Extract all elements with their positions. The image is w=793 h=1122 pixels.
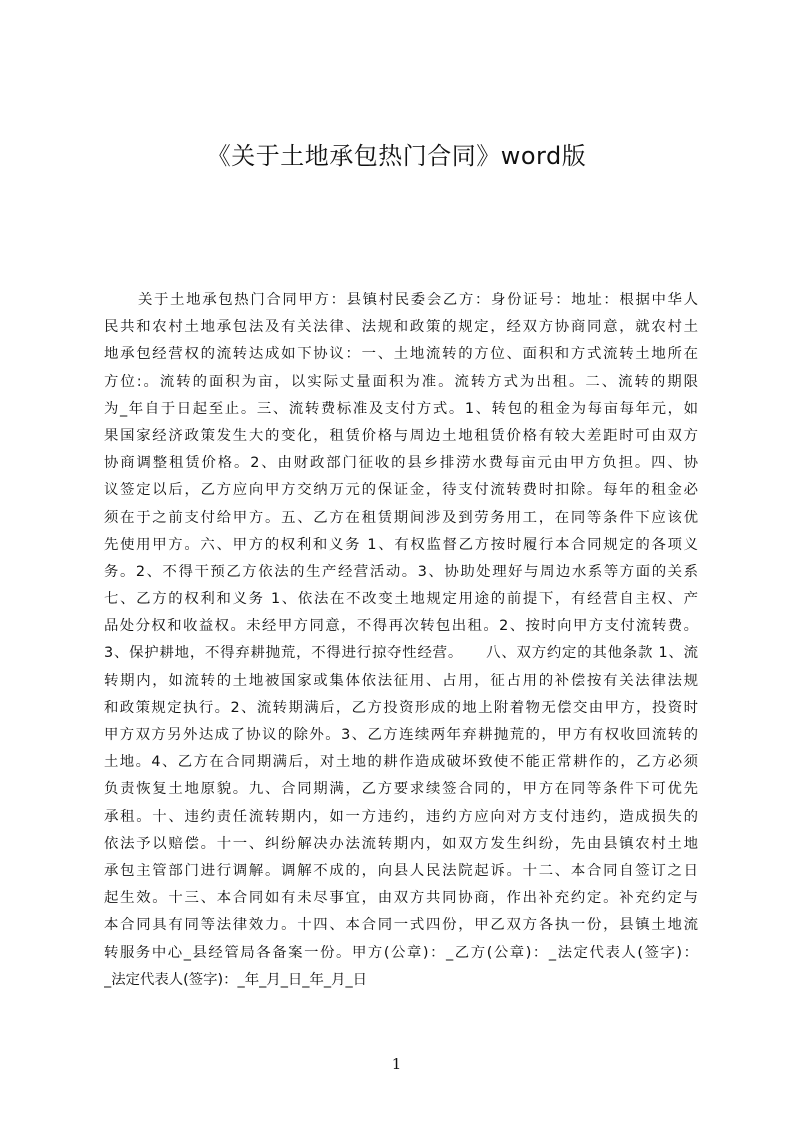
text-line: 方位:。流转的面积为亩，以实际丈量面积为准。流转方式为出租。二、流转的期限: [104, 373, 698, 390]
text-line: 民共和农村土地承包法及有关法律、法规和政策的规定，经双方协商同意，就农村土: [104, 319, 698, 336]
text-line: 地承包经营权的流转达成如下协议：一、土地流转的方位、面积和方式流转土地所在: [104, 346, 698, 363]
text-line: 承包主管部门进行调解。调解不成的，向县人民法院起诉。十二、本合同自签订之日: [104, 862, 698, 879]
text-line: 本合同具有同等法律效力。十四、本合同一式四份，甲乙双方各执一份，县镇土地流: [104, 917, 698, 934]
text-line: 3、保护耕地，不得弃耕抛荒，不得进行掠夺性经营。 八、双方约定的其他条款 1、流: [104, 645, 698, 662]
text-line: 务。2、不得干预乙方依法的生产经营活动。3、协助处理好与周边水系等方面的关系: [104, 563, 698, 580]
text-line: _法定代表人(签字)：_年_月_日_年_月_日: [104, 971, 368, 988]
text-line: 转服务中心_县经管局各备案一份。甲方(公章)：_乙方(公章)：_法定代表人(签字)：: [104, 944, 698, 961]
contract-body: [104, 287, 698, 994]
text-line: 转期内，如流转的土地被国家或集体依法征用、占用，征占用的补偿按有关法律法规: [104, 672, 698, 689]
text-line: 关于土地承包热门合同甲方：县镇村民委会乙方：身份证号：地址：根据中华人: [138, 292, 698, 308]
text-line: 七、乙方的权利和义务 1、依法在不改变土地规定用途的前提下，有经营自主权、产: [104, 591, 698, 608]
page-number: 1: [391, 1055, 402, 1073]
text-line: 先使用甲方。六、甲方的权利和义务 1、有权监督乙方按时履行本合同规定的各项义: [104, 536, 698, 553]
text-line: 承租。十、违约责任流转期内，如一方违约，违约方应向对方支付违约，造成损失的: [104, 808, 698, 825]
text-line: 和政策规定执行。2、流转期满后，乙方投资形成的地上附着物无偿交由甲方，投资时: [104, 699, 698, 716]
text-line: 果国家经济政策发生大的变化，租赁价格与周边土地租赁价格有较大差距时可由双方: [104, 427, 698, 444]
text-line: 起生效。十三、本合同如有未尽事宜，由双方共同协商，作出补充约定。补充约定与: [104, 890, 698, 907]
text-line: 议签定以后，乙方应向甲方交纳万元的保证金，待支付流转费时扣除。每年的租金必: [104, 482, 698, 499]
text-line: 依法予以赔偿。十一、纠纷解决办法流转期内，如双方发生纠纷，先由县镇农村土地: [104, 835, 698, 852]
text-line: 土地。4、乙方在合同期满后，对土地的耕作造成破坏致使不能正常耕作的，乙方必须: [104, 754, 698, 771]
text-line: 为_年自于日起至止。三、流转费标准及支付方式。1、转包的租金为每亩每年元，如: [104, 400, 698, 417]
text-line: 品处分权和收益权。未经甲方同意，不得再次转包出租。2、按时向甲方支付流转费。: [104, 618, 698, 635]
text-line: 协商调整租赁价格。2、由财政部门征收的县乡排涝水费每亩元由甲方负担。四、协: [104, 455, 698, 472]
text-line: 负责恢复土地原貌。九、合同期满，乙方要求续签合同的，甲方在同等条件下可优先: [104, 781, 698, 798]
document-title: 《关于土地承包热门合同》word版: [206, 142, 587, 170]
text-line: 须在于之前支付给甲方。五、乙方在租赁期间涉及到劳务用工，在同等条件下应该优: [104, 509, 698, 526]
text-line: 甲方双方另外达成了协议的除外。3、乙方连续两年弃耕抛荒的，甲方有权收回流转的: [104, 727, 698, 743]
